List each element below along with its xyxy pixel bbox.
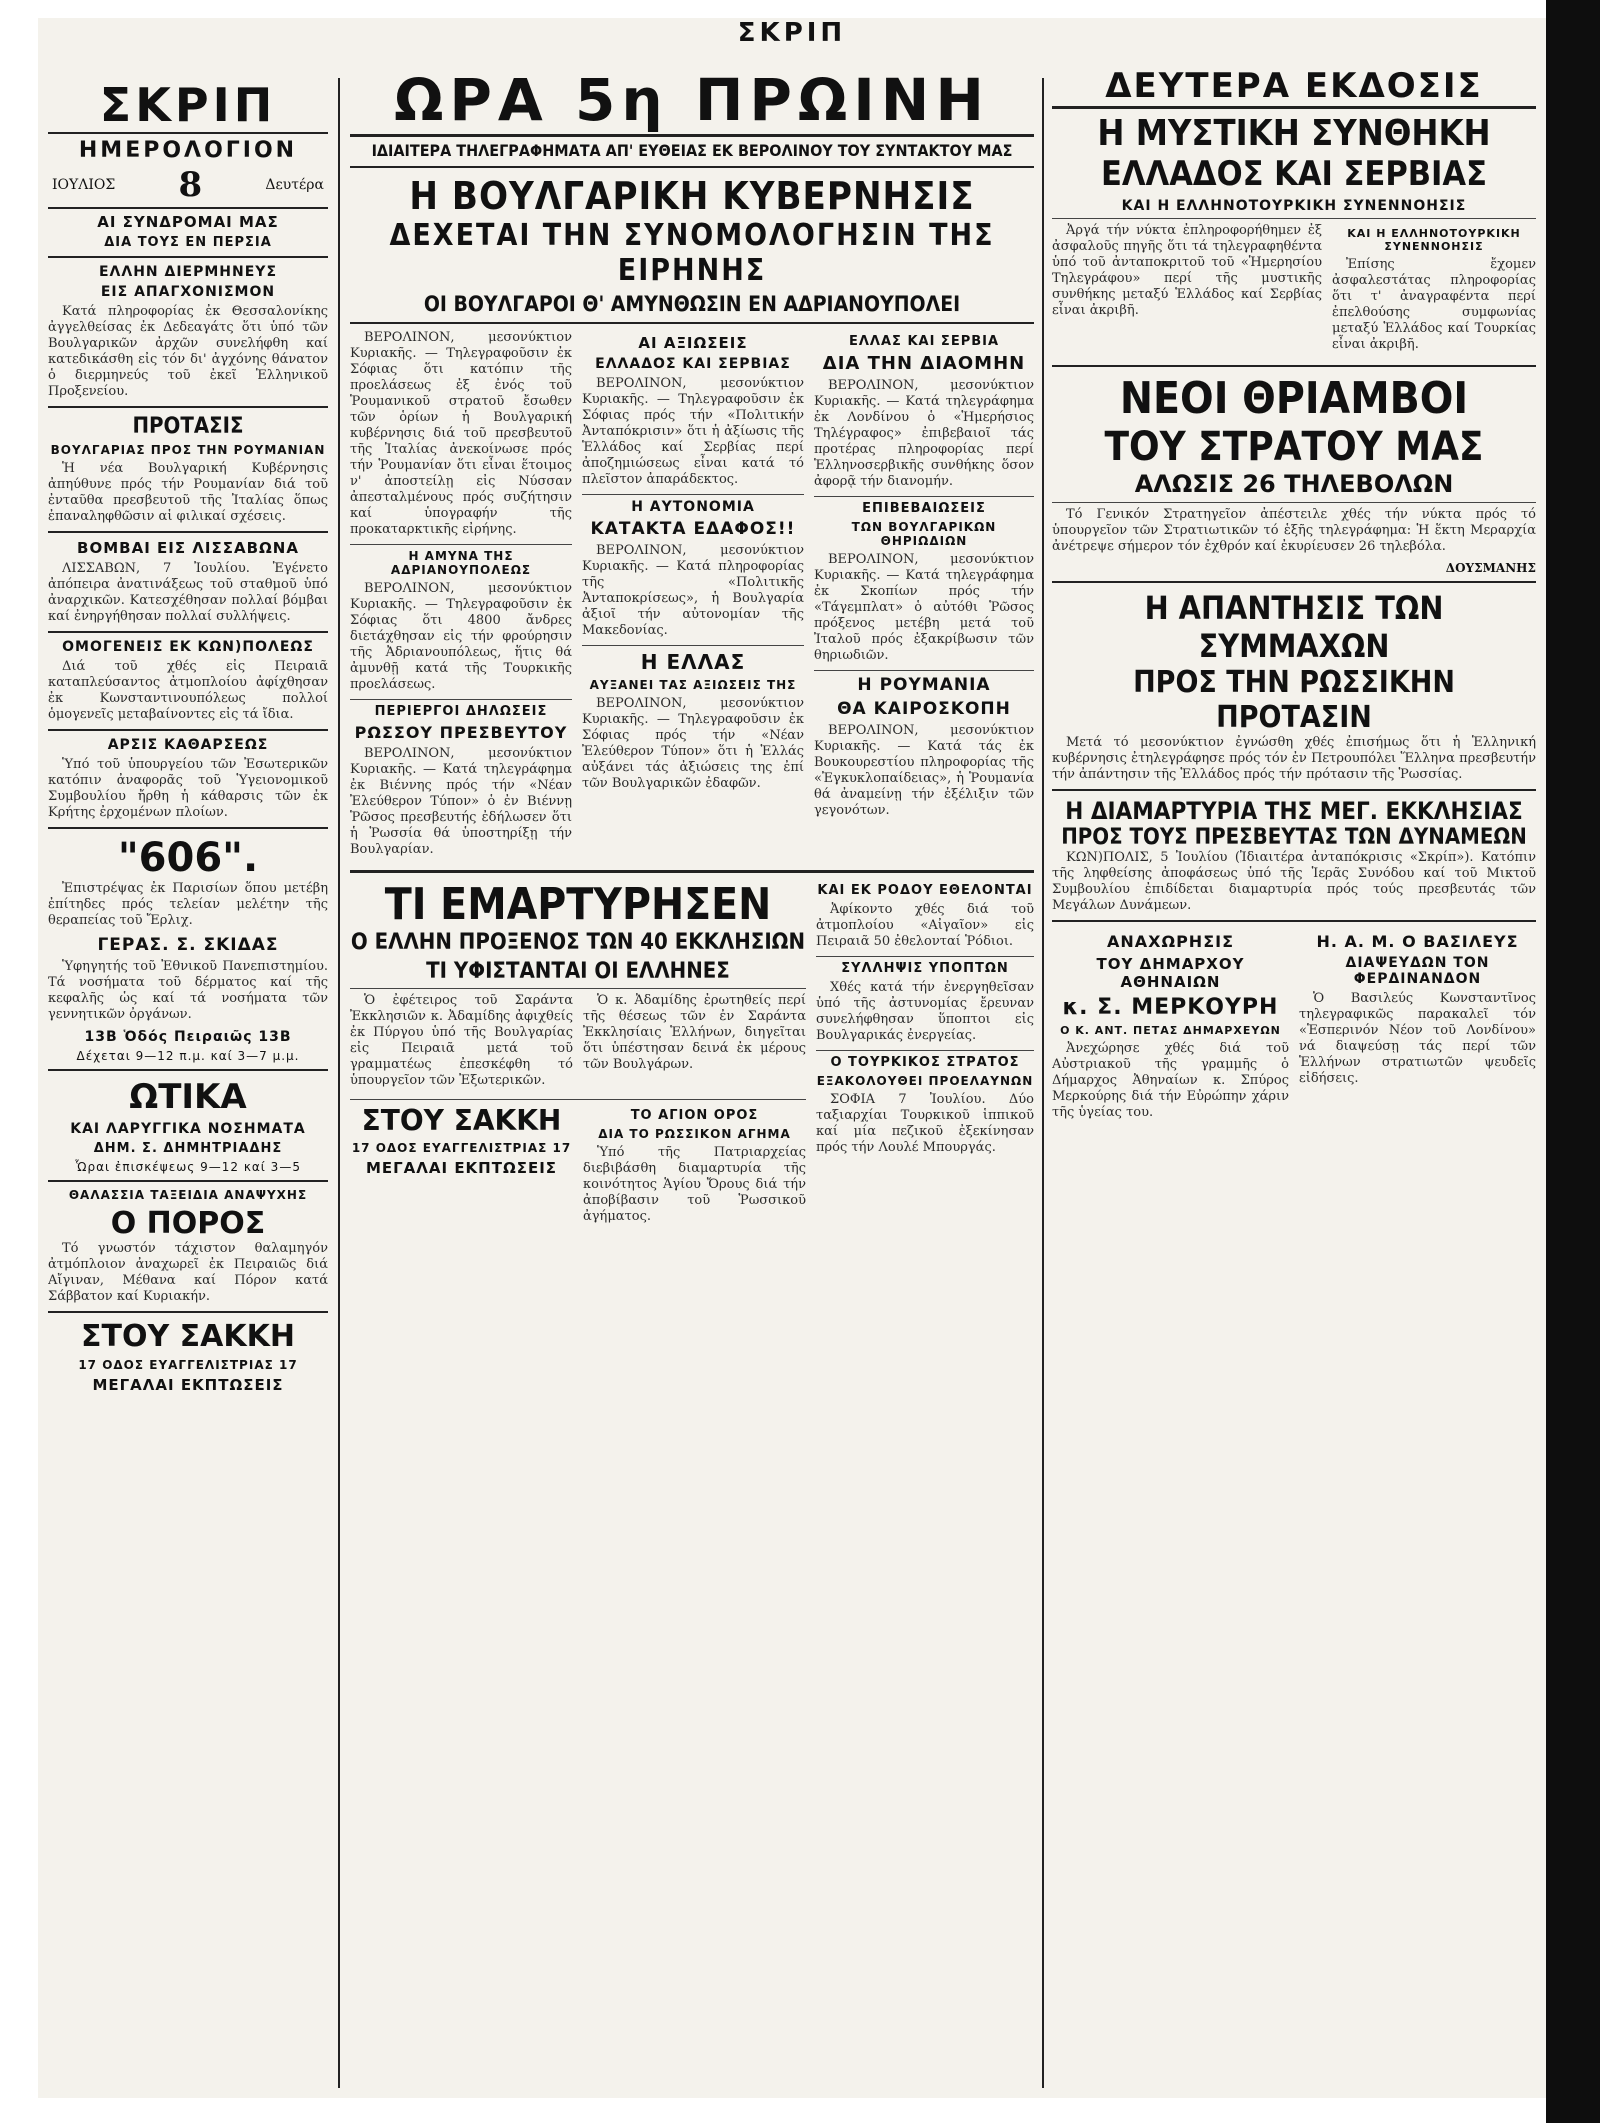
subs-head: ΑΙ ΣΥΝΔΡΟΜΑΙ ΜΑΣ xyxy=(97,213,279,231)
center-col-c xyxy=(814,330,1034,864)
sakki2-sale: ΜΕΓΑΛΑΙ ΕΚΠΤΩΣΕΙΣ xyxy=(365,1159,558,1177)
bomb-head: ΒΟΜΒΑΙ ΕΙΣ ΛΙΣΣΑΒΩΝΑ xyxy=(77,539,299,557)
ana-box xyxy=(1052,928,1289,1127)
center-lower-right xyxy=(816,879,1034,1231)
auto-head-2: ΚΑΤΑΚΤΑ ΕΔΑΦΟΣ!! xyxy=(590,519,796,539)
center-col-a xyxy=(350,330,572,864)
sakki2-box xyxy=(350,1104,573,1231)
month: ΙΟΥΛΙΟΣ xyxy=(52,177,116,193)
thr-head-2: ΤΟΥ ΣΤΡΑΤΟΥ ΜΑΣ xyxy=(1104,424,1484,470)
epi-head-2: ΤΩΝ ΒΟΥΛΓΑΡΙΚΩΝ ΘΗΡΙΩΔΙΩΝ xyxy=(851,520,997,548)
auto-body: ΒΕΡΟΛΙΝΟΝ, μεσονύκτιον Κυριακῆς. — Κατά πληροφορίας τῆς «Πολιτικῆς Ἀνταποκρίσεως», ἡ Βουλγαρία ἀξιοῖ τήν αὐτονομίαν τῆς Μακεδονίας. xyxy=(582,543,804,638)
ana-head: ΑΝΑΧΩΡΗΣΙΣ xyxy=(1106,932,1235,951)
sakki2-head: ΣΤΟΥ ΣΑΚΚΗ xyxy=(361,1104,562,1137)
rom-body: ΒΕΡΟΛΙΝΟΝ, μεσονύκτιον Κυριακῆς. — Κατά τάς ἐκ Βουκουρεστίου πληροφορίας τῆς «Ἐγκυκλοπαίδειας», ἡ Ῥουμανία θά ἀναμείνῃ τήν ἐξέλιξιν τῶν γεγονότων. xyxy=(814,723,1034,818)
rus-head-2: ΡΩΣΣΟΥ ΠΡΕΣΒΕΥΤΟΥ xyxy=(354,723,568,742)
prot-sub: ΒΟΥΛΓΑΡΙΑΣ ΠΡΟΣ ΤΗΝ ΡΟΥΜΑΝΙΑΝ xyxy=(50,443,326,457)
myst-sub: ΚΑΙ Η ΕΛΛΗΝΟΤΟΥΡΚΙΚΗ ΣΥΝΕΝΝΟΗΣΙΣ xyxy=(1121,198,1467,214)
interp-body: Κατά πληροφορίας ἐκ Θεσσαλονίκης ἀγγελθείσας ἐκ Δεδεαγάτς ὅτι ὑπό τῶν Βουλγαρικῶν ἀρχῶν συνελήφθη καί κατεδικάσθη εἰς τόν δι' ἀγχόνης θάνατον ὁ διερμηνεύς τοῦ ἐκεῖ Ἑλληνικοῦ Προξενείου. xyxy=(48,304,328,399)
ana-body: Ἀνεχώρησε χθές διά τοῦ Αὐστριακοῦ τῆς γραμμῆς ὁ Δήμαρχος Ἀθηναίων κ. Σπύρος Μερκούρης διά τήν Εὐρώπην χάριν τῆς ὑγείας του. xyxy=(1052,1041,1289,1120)
left-column xyxy=(48,78,328,1398)
left-title: ΣΚΡΙΠ xyxy=(48,78,328,134)
omog-body: Διά τοῦ χθές εἰς Πειραιᾶ καταπλεύσαντος ἀτμοπλοίου ἀφίχθησαν ἐκ Κωνσταντινουπόλεως πολλοί ὁμογενεῖς μεταβαίνοντες εἰς τά ἴδια. xyxy=(48,659,328,722)
tur-head-2: ΕΞΑΚΟΛΟΥΘΕΙ ΠΡΟΕΛΑΥΝΩΝ xyxy=(816,1074,1034,1088)
es-head-2: ΔΙΑ ΤΗΝ ΔΙΑΟΜΗΝ xyxy=(822,353,1026,374)
mart-sub: Ο ΕΛΛΗΝ ΠΡΟΞΕΝΟΣ ΤΩΝ 40 ΕΚΚΛΗΣΙΩΝ xyxy=(350,930,806,955)
dia-head: Η ΔΙΑΜΑΡΤΥΡΙΑ ΤΗΣ ΜΕΓ. ΕΚΚΛΗΣΙΑΣ xyxy=(1065,797,1523,825)
mart-columns xyxy=(350,993,806,1095)
ad-606: "606". xyxy=(117,835,259,881)
column-rule xyxy=(1042,78,1044,2088)
ent-sub: ΚΑΙ ΛΑΡΥΓΓΙΚΑ ΝΟΣΗΜΑΤΑ xyxy=(70,1121,306,1137)
agion-head: ΤΟ ΑΓΙΟΝ ΟΡΟΣ xyxy=(630,1108,759,1123)
mart-block xyxy=(350,879,806,1231)
myst-head: Η ΜΥΣΤΙΚΗ ΣΥΝΘΗΚΗ xyxy=(1097,113,1491,154)
tur-body: ΣΟΦΙΑ 7 Ἰουλίου. Δύο ταξιαρχίαι Τουρκικοῦ ἱππικοῦ καί μία πεζικοῦ ἐξεκίνησαν πρός τήν Λουλέ Μπουργάς. xyxy=(816,1092,1034,1155)
poros-head: Ο ΠΟΡΟΣ xyxy=(110,1206,266,1241)
weekday: Δευτέρα xyxy=(265,177,324,193)
ell-head-2: ΑΥΞΑΝΕΙ ΤΑΣ ΑΞΙΩΣΕΙΣ ΤΗΣ xyxy=(589,678,797,692)
bomb-body: ΛΙΣΣΑΒΩΝ, 7 Ἰουλίου. Ἐγένετο ἀπόπειρα ἀνατινάξεως τοῦ σταθμοῦ ὑπό ἀναρχικῶν. Κατεσχέθησαν πολλαί βόμβαι καί ἐνηργήθησαν πολλαί συλλήψεις. xyxy=(48,561,328,624)
gov-head-3: ΟΙ ΒΟΥΛΓΑΡΟΙ Θ' ΑΜΥΝΘΩΣΙΝ ΕΝ ΑΔΡΙΑΝΟΥΠΟΛΕΙ xyxy=(423,292,961,316)
ad-606-body: Ἐπιστρέψας ἐκ Παρισίων ὅπου μετέβη ἐπίτηδες πρός τελείαν μελέτην τῆς θεραπείας τοῦ Ἔρλιχ. xyxy=(48,881,328,928)
interp-head: ΕΛΛΗΝ ΔΙΕΡΜΗΝΕΥΣ xyxy=(98,264,278,280)
gov-head: Η ΒΟΥΛΓΑΡΙΚΗ ΚΥΒΕΡΝΗΣΙΣ xyxy=(409,174,975,218)
elt-body: Ἐπίσης ἔχομεν ἀσφαλεστάτας πληροφορίας ὅτι τ' ἀναγραφέντα περί ἐπελθούσης συμφωνίας μεταξύ Ἑλλάδος καί Τουρκίας εἶναι ἀκριβῆ. xyxy=(1332,257,1536,352)
mart-head: ΤΙ ΕΜΑΡΤΥΡΗΣΕΝ xyxy=(384,879,772,930)
rus-body: ΒΕΡΟΛΙΝΟΝ, μεσονύκτιον Κυριακῆς. — Κατά τηλεγράφημα ἐκ Βιέννης πρός τήν «Νέαν Ἐλεύθερον Τύπον» ὁ ἐν Βιέννῃ Ῥῶσος πρεσβευτής ἐδήλωσεν ὅτι ἡ Ῥωσσία θά ὑποστηρίξῃ τήν Βουλγαρίαν. xyxy=(350,746,572,857)
masthead-strip: ΣΚΡΙΠ xyxy=(737,18,847,48)
main-subhead: ΙΔΙΑΙΤΕΡΑ ΤΗΛΕΓΡΑΦΗΜΑΤΑ ΑΠ' ΕΥΘΕΙΑΣ ΕΚ ΒΕΡΟΛΙΝΟΥ ΤΟΥ ΣΥΝΤΑΚΤΟΥ ΜΑΣ xyxy=(371,141,1013,160)
rom-head: Η ΡΟΥΜΑΝΙΑ xyxy=(857,675,991,695)
elt-head: ΚΑΙ Η ΕΛΛΗΝΟΤΟΥΡΚΙΚΗ ΣΥΝΕΝΝΟΗΣΙΣ xyxy=(1347,227,1521,253)
main-headline: ΩΡΑ 5η ΠΡΩΙΝΗ xyxy=(350,66,1034,137)
vas-body: Ὁ Βασιλεύς Κωνσταντῖνος τηλεγραφικῶς παρακαλεῖ τόν «Ἑσπερινόν Νέον τοῦ Λονδίνου» νά διαψεύσῃ τάς περί τῶν Ἑλλήνων στρατιωτῶν ψευδεῖς εἰδήσεις. xyxy=(1299,991,1536,1086)
rus-head: ΠΕΡΙΕΡΓΟΙ ΔΗΛΩΣΕΙΣ xyxy=(374,704,548,719)
second-edition: ΔΕΥΤΕΡΑ ΕΚΔΟΣΙΣ xyxy=(1052,66,1536,109)
thr-head: ΝΕΟΙ ΘΡΙΑΜΒΟΙ xyxy=(1119,373,1469,424)
gov-head-2: ΔΕΧΕΤΑΙ ΤΗΝ ΣΥΝΟΜΟΛΟΓΗΣΙΝ ΤΗΣ ΕΙΡΗΝΗΣ xyxy=(389,218,995,288)
omog-head: ΟΜΟΓΕΝΕΙΣ ΕΚ ΚΩΝ)ΠΟΛΕΩΣ xyxy=(62,639,314,655)
prot-body: Ἡ νέα Βουλγαρική Κυβέρνησις ἀπηύθυνε πρός τήν Ρουμανίαν διά τοῦ ἐνταῦθα πρεσβευτοῦ τῆς Ἰταλίας ὅπως ἐπαναληφθῶσιν αἱ φιλικαί σχέσεις. xyxy=(48,461,328,524)
arsis-body: Ὑπό τοῦ ὑπουργείου τῶν Ἐσωτερικῶν κατόπιν ἀναφορᾶς τοῦ Ὑγειονομικοῦ Συμβουλίου ἤρθη ἡ κάθαρσις τῶν ἐκ Κρήτης ἐρχομένων πλοίων. xyxy=(48,757,328,820)
interp-head-2: ΕΙΣ ΑΠΑΓΧΟΝΙΣΜΟΝ xyxy=(100,284,276,300)
agion-body: Ὑπό τῆς Πατριαρχείας διεβιβάσθη διαμαρτυρία τῆς κοινότητος Ἁγίου Ὄρους διά τήν ἀποβίβασιν τοῦ Ῥωσσικοῦ ἀγήματος. xyxy=(583,1145,806,1224)
ana-sub: Ο Κ. ΑΝΤ. ΠΕΤΑΣ ΔΗΜΑΡΧΕΥΩΝ xyxy=(1060,1024,1281,1037)
sakki-head: ΣΤΟΥ ΣΑΚΚΗ xyxy=(81,1319,295,1354)
subs-line: ΔΙΑ ΤΟΥΣ ΕΝ ΠΕΡΣΙΑ xyxy=(104,235,272,250)
rodos-body: Ἀφίκοντο χθές διά τοῦ ἀτμοπλοίου «Αἰγαῖον» εἰς Πειραιᾶ 50 ἐθελονταί Ῥόδιοι. xyxy=(816,902,1034,949)
mart-body: Ὁ ἐφέτειρος τοῦ Σαράντα Ἐκκλησιῶν κ. Ἀδαμίδης ἀφιχθείς ἐκ Πύργου ὑπό τῆς Βουλγαρίας εἰς Πειραιᾶ μετά τοῦ γραμματέως ἐπεσκέφθη τό ὑπουργεῖον τῶν Ἐξωτερικῶν. xyxy=(350,993,573,1088)
ent-hours: Ὧραι ἐπισκέψεως 9—12 καί 3—5 xyxy=(75,1160,301,1174)
vas-box xyxy=(1299,928,1536,1127)
ent-doc: ΔΗΜ. Σ. ΔΗΜΗΤΡΙΑΔΗΣ xyxy=(93,1141,283,1156)
thr-sign: ΔΟΥΣΜΑΝΗΣ xyxy=(1445,561,1536,575)
mart-sub-2: ΤΙ ΥΦΙΣΤΑΝΤΑΙ ΟΙ ΕΛΛΗΝΕΣ xyxy=(426,959,730,984)
es-body: ΒΕΡΟΛΙΝΟΝ, μεσονύκτιον Κυριακῆς. — Κατά τηλεγράφημα ἐκ Λονδίνου ὁ «Ἡμερήσιος Τηλέγραφος» ἐπιβεβαιοῖ τάς προτέρας πληροφορίας περί Ἑλληνοσερβικῆς συνθήκης ὅσον ἀφορᾷ τήν διανομήν. xyxy=(814,378,1034,489)
rom-head-2: ΘΑ ΚΑΙΡΟΣΚΟΠΗ xyxy=(837,699,1011,719)
thr-head-3: ΑΛΩΣΙΣ 26 ΤΗΛΕΒΟΛΩΝ xyxy=(1134,470,1454,498)
mart-lower xyxy=(350,1104,806,1231)
ell-body: ΒΕΡΟΛΙΝΟΝ, μεσονύκτιον Κυριακῆς. — Τηλεγραφοῦσιν ἐκ Σόφιας πρός τήν «Νέαν Ἐλεύθερον Τύπον» ὅτι ἡ Ἑλλάς αὐξάνει τάς ἀξιώσεις της ἐπί τῶν Βουλγαρικῶν ἐδαφῶν. xyxy=(582,696,804,791)
vas-head-2: ΔΙΑΨΕΥΔΩΝ ΤΟΝ ΦΕΡΔΙΝΑΝΔΟΝ xyxy=(1345,955,1490,987)
dia-head-2: ΠΡΟΣ ΤΟΥΣ ΠΡΕΣΒΕΥΤΑΣ ΤΩΝ ΔΥΝΑΜΕΩΝ xyxy=(1061,825,1527,850)
apa-head: Η ΑΠΑΝΤΗΣΙΣ ΤΩΝ ΣΥΜΜΑΧΩΝ xyxy=(1144,589,1444,665)
epi-body: ΒΕΡΟΛΙΝΟΝ, μεσονύκτιον Κυριακῆς. — Κατά τηλεγράφημα ἐκ Σκοπίων πρός τήν «Τάγεμπλατ» ὁ αὐτόθι Ῥῶσος πρόξενος μετέβη μετά τοῦ Ἰταλοῦ πρός ἐξακρίβωσιν τῶν θηριωδιῶν. xyxy=(814,552,1034,663)
right-column xyxy=(1052,66,1536,1127)
day-number: 8 xyxy=(178,165,203,205)
auto-head: Η ΑΥΤΟΝΟΜΙΑ xyxy=(631,499,755,515)
ana-head-2: ΤΟΥ ΔΗΜΑΡΧΟΥ ΑΘΗΝΑΙΩΝ xyxy=(1096,955,1245,991)
calendar-title: ΗΜΕΡΟΛΟΓΙΟΝ xyxy=(78,138,298,163)
poros-body: Τό γνωστόν τάχιστον θαλαμηγόν ἀτμόπλοιον ἀναχωρεῖ ἐκ Πειραιῶς διά Αἴγιναν, Μέθανα καί Πόρον κατά Σάββατον καί Κυριακήν. xyxy=(48,1241,328,1304)
ax-body: ΒΕΡΟΛΙΝΟΝ, μεσονύκτιον Κυριακῆς. — Τηλεγραφοῦσιν ἐκ Σόφιας πρός τήν «Πολιτικήν Ἀνταπόκρισιν» ὅτι ἡ ἀξίωσις τῆς Ἑλλάδος καί Σερβίας περί ἀποζημιώσεως εἶναι κατά τό πλεῖστον ἀπαράδεκτος. xyxy=(582,376,804,487)
sakki-addr: 17 ΟΔΟΣ ΕΥΑΓΓΕΛΙΣΤΡΙΑΣ 17 xyxy=(78,1358,298,1372)
center-area xyxy=(350,66,1034,1231)
date-line xyxy=(48,163,328,209)
rodos-head: ΚΑΙ ΕΚ ΡΟΔΟΥ ΕΘΕΛΟΝΤΑΙ xyxy=(817,883,1033,898)
c1-body: ΒΕΡΟΛΙΝΟΝ, μεσονύκτιον Κυριακῆς. — Τηλεγραφοῦσιν ἐκ Σόφιας ὅτι κατόπιν τῆς προελάσεως ἐξ ἐνός τοῦ Ῥουμανικοῦ στρατοῦ ἔσωθεν τῶν ὁρίων ἡ Βουλγαρική κυβέρνησις διά τοῦ πρεσβευτοῦ τῆς Ἰταλίας ἀνεκοίνωσε πρός τήν Ῥουμανίαν ὅτι εἶναι ἕτοιμος ν' ἀποστείλῃ εἰς Νύσσαν ἀπεσταλμένους πρός συζήτησιν καί ὑπογραφήν τῆς προκαταρκτικῆς εἰρήνης. xyxy=(350,330,572,537)
myst-body: Ἀργά τήν νύκτα ἐπληροφορήθημεν ἐξ ἀσφαλοῦς πηγῆς ὅτι τά τηλεγραφηθέντα ὑπό τοῦ ἀνταποκριτοῦ τοῦ «Ἡμερησίου Τηλεγράφου» περί τῆς μυστικῆς συνθήκης μεταξύ Ἑλλάδος καί Σερβίας εἶναι ἀκριβῆ. xyxy=(1052,223,1322,318)
thr-body: Τό Γενικόν Στρατηγεῖον ἀπέστειλε χθές τήν νύκτα πρός τό ὑπουργεῖον τῶν Στρατιωτικῶν τό ἑξῆς τηλεγράφημα: Ἡ ἕκτη Μεραρχία ἀνέτρεψε σήμερον τόν ἐχθρόν καί ἐκυρίευσεν 26 τηλεβόλα. xyxy=(1052,507,1536,554)
ax-head: ΑΙ ΑΞΙΩΣΕΙΣ xyxy=(638,334,748,352)
right-bottom xyxy=(1052,928,1536,1127)
prot-head: ΠΡΟΤΑΣΙΣ xyxy=(132,414,244,439)
doctor-hours: Δέχεται 9—12 π.μ. καί 3—7 μ.μ. xyxy=(76,1049,300,1063)
sakki-sale: ΜΕΓΑΛΑΙ ΕΚΠΤΩΣΕΙΣ xyxy=(92,1376,284,1394)
agion-box xyxy=(583,1104,806,1231)
sea-head: ΘΑΛΑΣΣΙΑ ΤΑΞΕΙΔΙΑ ΑΝΑΨΥΧΗΣ xyxy=(68,1188,308,1202)
newspaper-page xyxy=(38,18,1546,2098)
apa-body: Μετά τό μεσονύκτιον ἐγνώσθη χθές ἐπισήμως ὅτι ἡ Ἑλληνική κυβέρνησις ἐτηλεγράφησε πρός τόν ἐν Πετρουπόλει Ἕλληνα πρεσβευτήν τήν ἀπάντησιν τῆς Ἑλλάδος πρός τήν πρότασιν τῆς Ῥωσσίας. xyxy=(1052,735,1536,782)
vas-head: Η. Α. Μ. Ο ΒΑΣΙΛΕΥΣ xyxy=(1316,932,1519,951)
scan-edge xyxy=(1546,0,1600,2123)
dia-body: ΚΩΝ)ΠΟΛΙΣ, 5 Ἰουλίου (Ἰδιαιτέρα ἀνταπόκρισις «Σκρίπ»). Κατόπιν τῆς ληφθείσης ἀποφάσεως ὑπό τῆς Ἱερᾶς Συνόδου καί τοῦ Μικτοῦ Συμβουλίου ἐπιδίδεται διαμαρτυρία πρός τούς πρεσβευτάς τῶν Μεγάλων Δυνάμεων. xyxy=(1052,850,1536,913)
doctor-address: 13Β Ὁδός Πειραιῶς 13Β xyxy=(84,1029,292,1045)
syl-head: ΣΥΛΛΗΨΙΣ ΥΠΟΠΤΩΝ xyxy=(841,961,1009,976)
ax-head-2: ΕΛΛΑΔΟΣ ΚΑΙ ΣΕΡΒΙΑΣ xyxy=(595,356,791,372)
doctor-name: ΓΕΡΑΣ. Σ. ΣΚΙΔΑΣ xyxy=(97,935,279,955)
agion-head-2: ΔΙΑ ΤΟ ΡΩΣΣΙΚΟΝ ΑΓΗΜΑ xyxy=(598,1127,791,1141)
epi-head: ΕΠΙΒΕΒΑΙΩΣΕΙΣ xyxy=(862,501,986,516)
tur-head: Ο ΤΟΥΡΚΙΚΟΣ ΣΤΡΑΤΟΣ xyxy=(830,1055,1020,1070)
adr-head: Η ΑΜΥΝΑ ΤΗΣ ΑΔΡΙΑΝΟΥΠΟΛΕΩΣ xyxy=(390,549,532,577)
arsis-head: ΑΡΣΙΣ ΚΑΘΑΡΣΕΩΣ xyxy=(107,737,269,753)
center-lower xyxy=(350,879,1034,1231)
mart-body-2: Ὁ κ. Ἀδαμίδης ἐρωτηθείς περί τῆς θέσεως τῶν ἐν Σαράντα Ἐκκλησίαις Ἑλλήνων, διηγεῖται ὅτι ὑπέστησαν δεινά ἐκ μέρους τῶν Βουλγάρων. xyxy=(583,993,806,1072)
doctor-body: Ὑφηγητής τοῦ Ἐθνικοῦ Πανεπιστημίου. Τά νοσήματα τοῦ δέρματος καί τῆς κεφαλῆς ὡς καί τά νοσήματα τῶν γεννητικῶν ὀργάνων. xyxy=(48,959,328,1022)
ell-head: Η ΕΛΛΑΣ xyxy=(640,650,746,674)
center-columns xyxy=(350,330,1034,864)
es-head: ΕΛΛΑΣ ΚΑΙ ΣΕΡΒΙΑ xyxy=(848,334,1000,349)
ana-head-3: κ. Σ. ΜΕΡΚΟΥΡΗ xyxy=(1062,995,1279,1020)
apa-head-2: ΠΡΟΣ ΤΗΝ ΡΩΣΣΙΚΗΝ ΠΡΟΤΑΣΙΝ xyxy=(1133,665,1455,735)
column-rule xyxy=(338,78,340,2088)
syl-body: Χθές κατά τήν ἐνεργηθεῖσαν ὑπό τῆς ἀστυνομίας ἔρευναν συνελήφθησαν ὕποπτοι εἰς Βουλγαρικάς ἐνεργείας. xyxy=(816,980,1034,1043)
myst-head-2: ΕΛΛΑΔΟΣ ΚΑΙ ΣΕΡΒΙΑΣ xyxy=(1100,154,1487,194)
myst-columns xyxy=(1052,223,1536,359)
center-col-b xyxy=(582,330,804,864)
adr-body: ΒΕΡΟΛΙΝΟΝ, μεσονύκτιον Κυριακῆς. — Τηλεγραφοῦσιν ἐκ Σόφιας ὅτι 4800 ἄνδρες διετάχθησαν εἰς τήν φρούρησιν τῆς Ἀδριανουπόλεως, ἥτις θά ἀμυνθῇ κατά τῆς Τουρκικῆς προελάσεως. xyxy=(350,581,572,692)
sakki2-addr: 17 ΟΔΟΣ ΕΥΑΓΓΕΛΙΣΤΡΙΑΣ 17 xyxy=(351,1141,572,1155)
elt-box xyxy=(1332,223,1536,359)
ent-head: ΩΤΙΚΑ xyxy=(129,1077,247,1117)
